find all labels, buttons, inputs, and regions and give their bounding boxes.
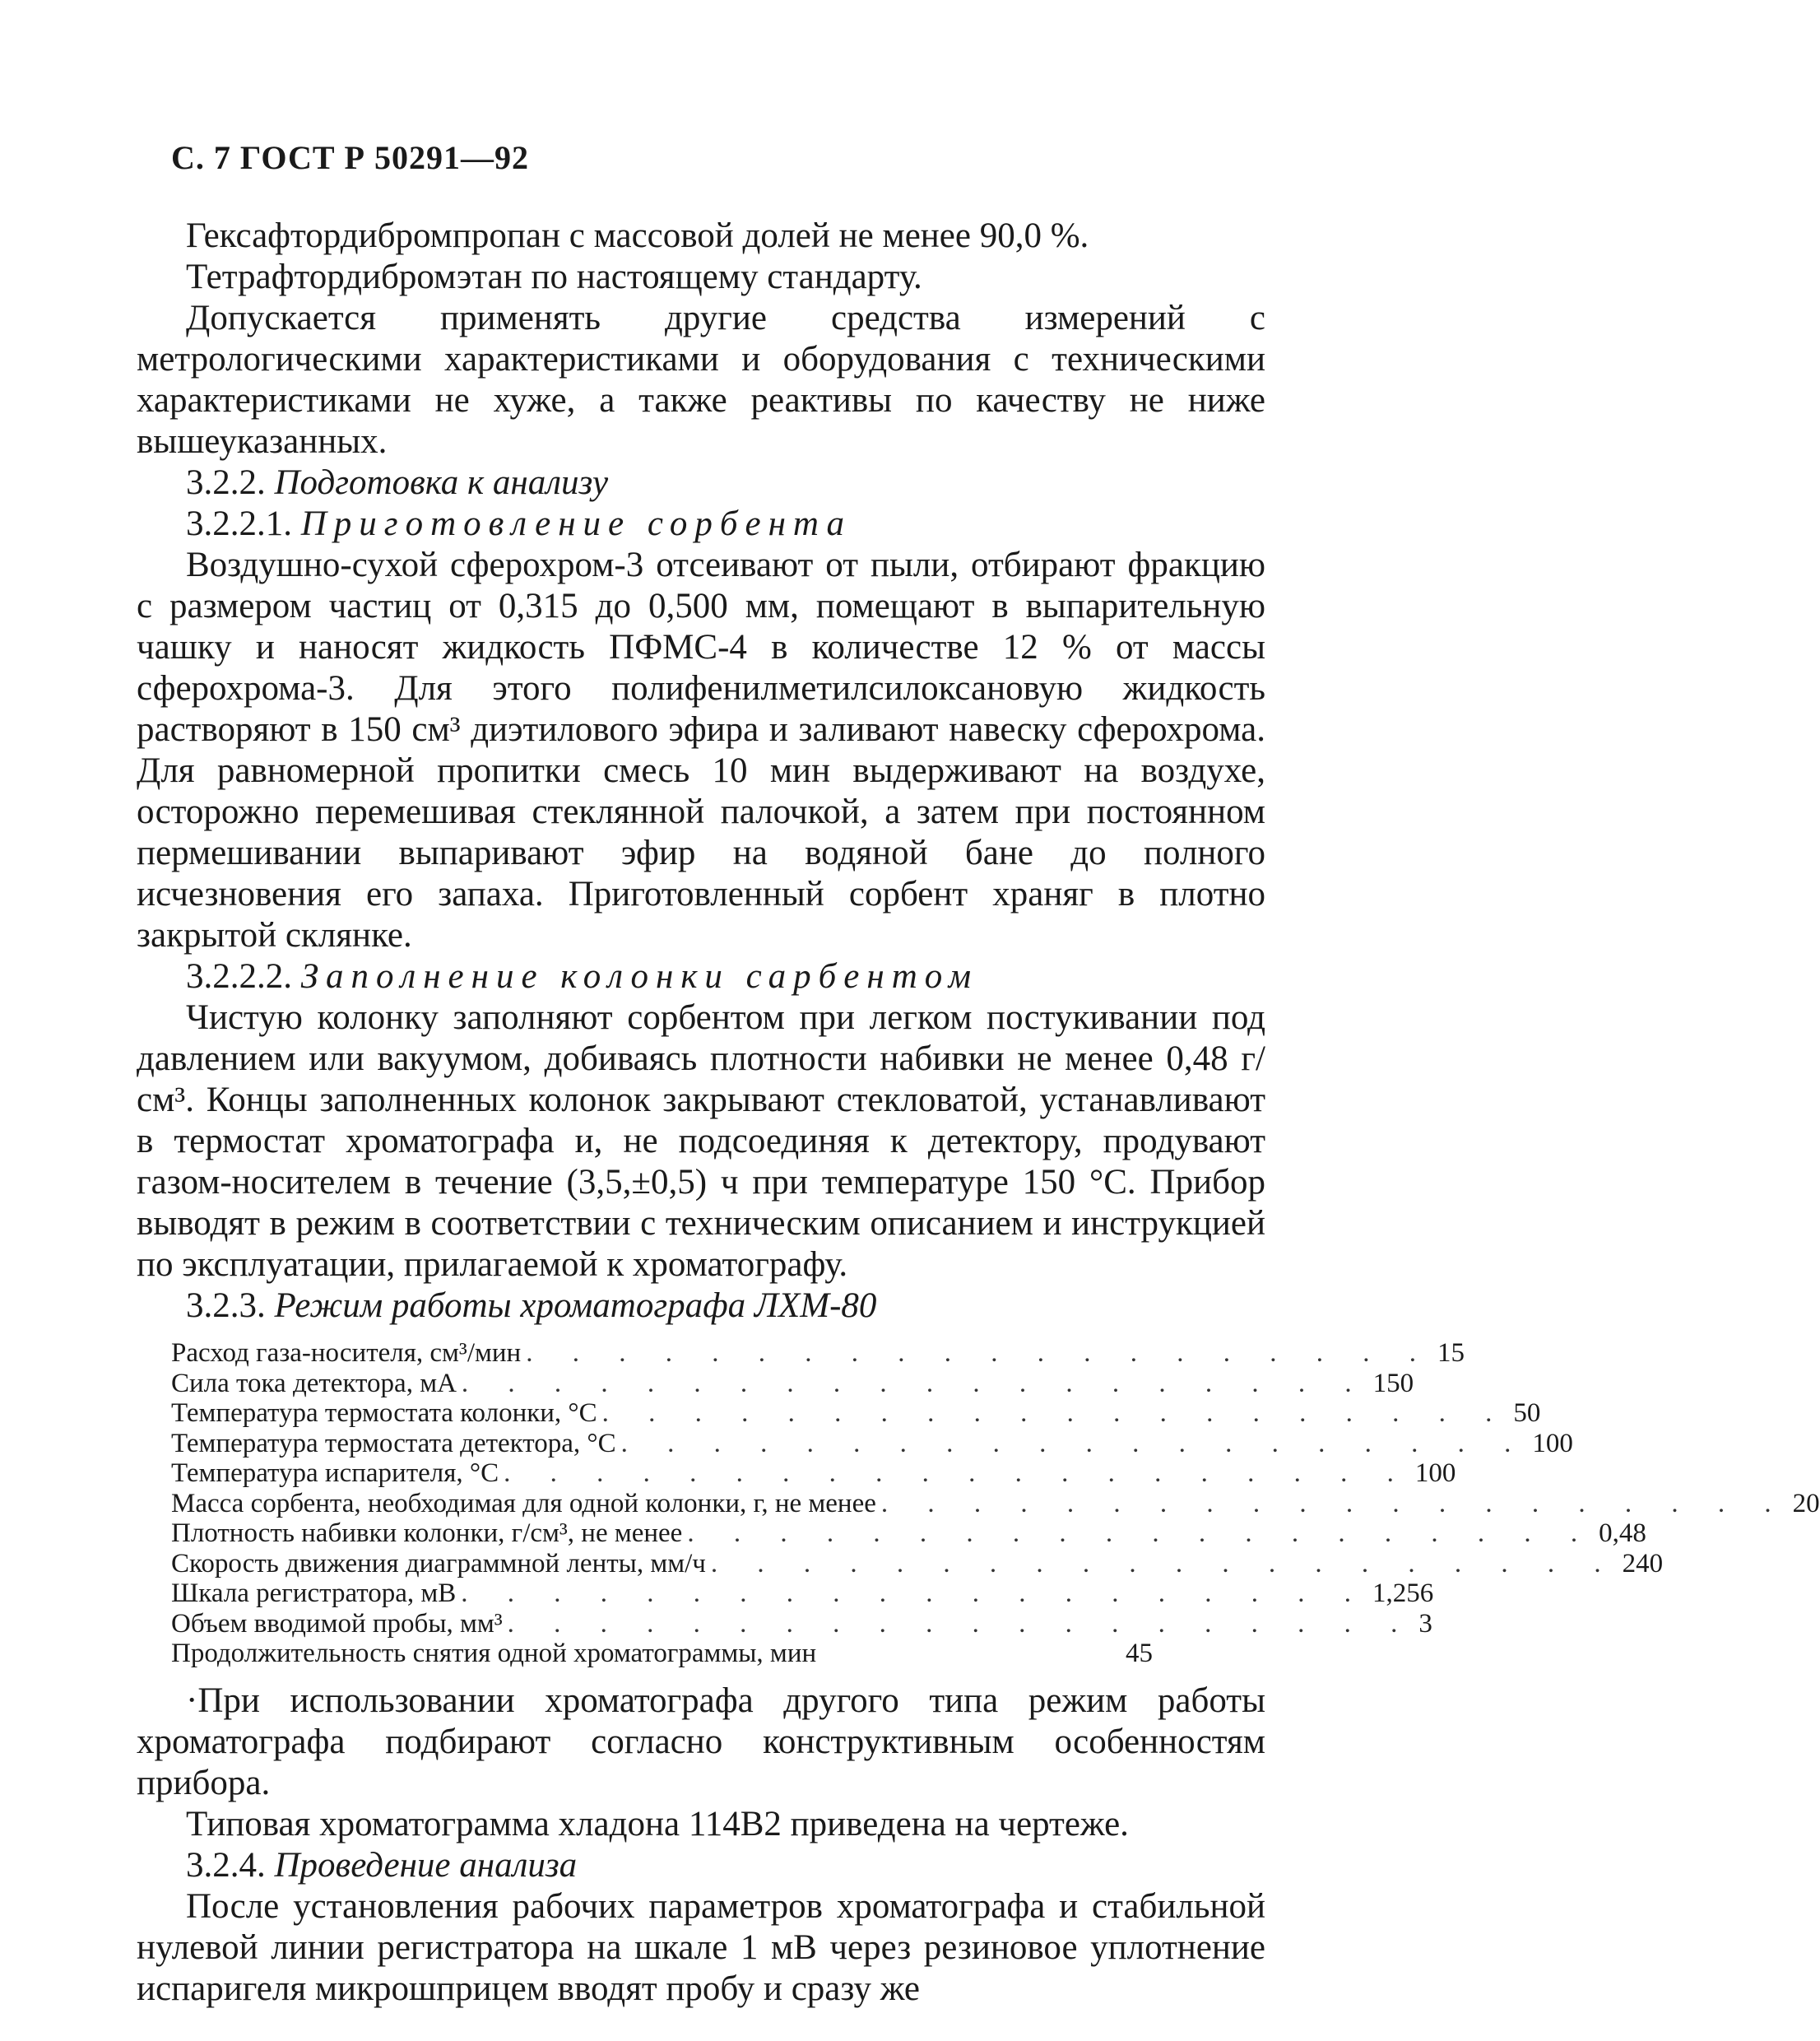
section-number: 3.2.2.2. [186, 957, 292, 996]
page-header: С. 7 ГОСТ Р 50291—92 [171, 139, 529, 176]
mode-row: Температура термостата колонки, °С . . . . . . . . . . . . . . . . . . . . 50 [171, 1398, 1541, 1428]
section-number: 3.2.2.1. [186, 504, 292, 543]
paragraph-other-chromatograph: ·При использовании хроматографа другого типа режим работы хроматографа подбирают согласно конструктивным особенностям прибора. [137, 1681, 1265, 1802]
mode-row: Шкала регистратора, мВ . . . . . . . . . . . . . . . . . . . . 1,256 [171, 1578, 1434, 1608]
paragraph-hexafluoro: Гексафтордибромпропан с массовой долей не менее 90,0 %. [186, 216, 1089, 255]
mode-row: Температура испарителя, °С . . . . . . . . . . . . . . . . . . . . 100 [171, 1458, 1456, 1488]
section-number: 3.2.3. [186, 1286, 266, 1325]
section-title: Режим работы хроматографа ЛХМ-80 [274, 1286, 877, 1325]
section-number: 3.2.2. [186, 463, 266, 502]
section-3-2-4-heading [137, 1845, 1265, 1886]
section-3-2-2-1-heading [137, 504, 1265, 545]
paragraph-sorbent-preparation: Воздушно-сухой сферохром-3 отсеивают от пыли, отбирают фракцию с размером частиц от 0,315 до 0,500 мм, помещают в выпарительную чашку и наносят жидкость ПФМС-4 в количестве 12 % от массы сферохрома-3. Для этого полифенилметилсилоксановую жидкость растворяют в 150 см³ диэтилового эфира и заливают навеску сферохрома. Для равномерной пропитки смесь 10 мин выдерживают на воздухе, осторожно перемешивая стеклянной палочкой, а затем при постоянном пермешивании выпаривают эфир на водяной бане до полного исчезновения его запаха. Приготовленный сорбент храняг в плотно закрытой склянке. [137, 546, 1265, 955]
paragraph-analysis: После установления рабочих параметров хроматографа и стабильной нулевой линии регистратора на шкале 1 мВ через резиновое уплотнение испаригеля микрошприцем вводят пробу и сразу же [137, 1886, 1265, 2008]
document-body [137, 216, 1820, 2010]
mode-row: Объем вводимой пробы, мм³ . . . . . . . . . . . . . . . . . . . . 3 [171, 1608, 1432, 1639]
section-title: Заполнение колонки сарбентом [300, 957, 979, 996]
section-3-2-3-heading [137, 1286, 1265, 1327]
paragraph-column-filling: Чистую колонку заполняют сорбентом при легком постукивании под давлением или вакуумом, добиваясь плотности набивки не менее 0,48 г/см³. Концы заполненных колонок закрывают стекловатой, устанавливают в термостат хроматографа и, не подсоединяя к детектору, продувают газом-носителем в течение (3,5,±0,5) ч при температуре 150 °С. Прибор выводят в режим в соответствии с техническим описанием и инструкцией по эксплуатации, прилагаемой к хроматографу. [137, 998, 1265, 1284]
mode-row: Плотность набивки колонки, г/см³, не менее . . . . . . . . . . . . . . . . . . . . 0,48 [171, 1518, 1646, 1548]
mode-row: Температура термостата детектора, °С . . . . . . . . . . . . . . . . . . . . 100 [171, 1428, 1573, 1458]
paragraph-allowance: Допускается применять другие средства измерений с метрологическими характеристиками и оборудования с техническими характеристиками не хуже, а также реактивы по качеству не ниже вышеуказанных. [137, 299, 1265, 461]
chromatograph-mode-table [171, 1338, 1820, 1669]
mode-row: Масса сорбента, необходимая для одной колонки, г, не менее . . . . . . . . . . . . . . . . . . . . 20 [171, 1488, 1820, 1518]
section-title: Приготовление сорбента [300, 504, 852, 543]
mode-row: Сила тока детектора, мА . . . . . . . . . . . . . . . . . . . . 150 [171, 1368, 1414, 1398]
section-title: Подготовка к анализу [274, 463, 609, 502]
paragraph-typical-chromatogram: Типовая хроматограмма хладона 114В2 приведена на чертеже. [186, 1804, 1129, 1843]
section-3-2-2-2-heading [137, 956, 1265, 997]
mode-row: Расход газа-носителя, см³/мин . . . . . . . . . . . . . . . . . . . . 15 [171, 1338, 1465, 1368]
section-3-2-2-heading [137, 463, 1265, 504]
mode-row: Продолжительность снятия одной хроматограммы, мин 45 [171, 1639, 1153, 1668]
section-title: Проведение анализа [274, 1845, 578, 1885]
paragraph-tetrafluoro: Тетрафтордибромэтан по настоящему стандарту. [186, 258, 922, 296]
mode-row: Скорость движения диаграммной ленты, мм/ч . . . . . . . . . . . . . . . . . . . . 240 [171, 1548, 1664, 1578]
section-number: 3.2.4. [186, 1845, 266, 1885]
